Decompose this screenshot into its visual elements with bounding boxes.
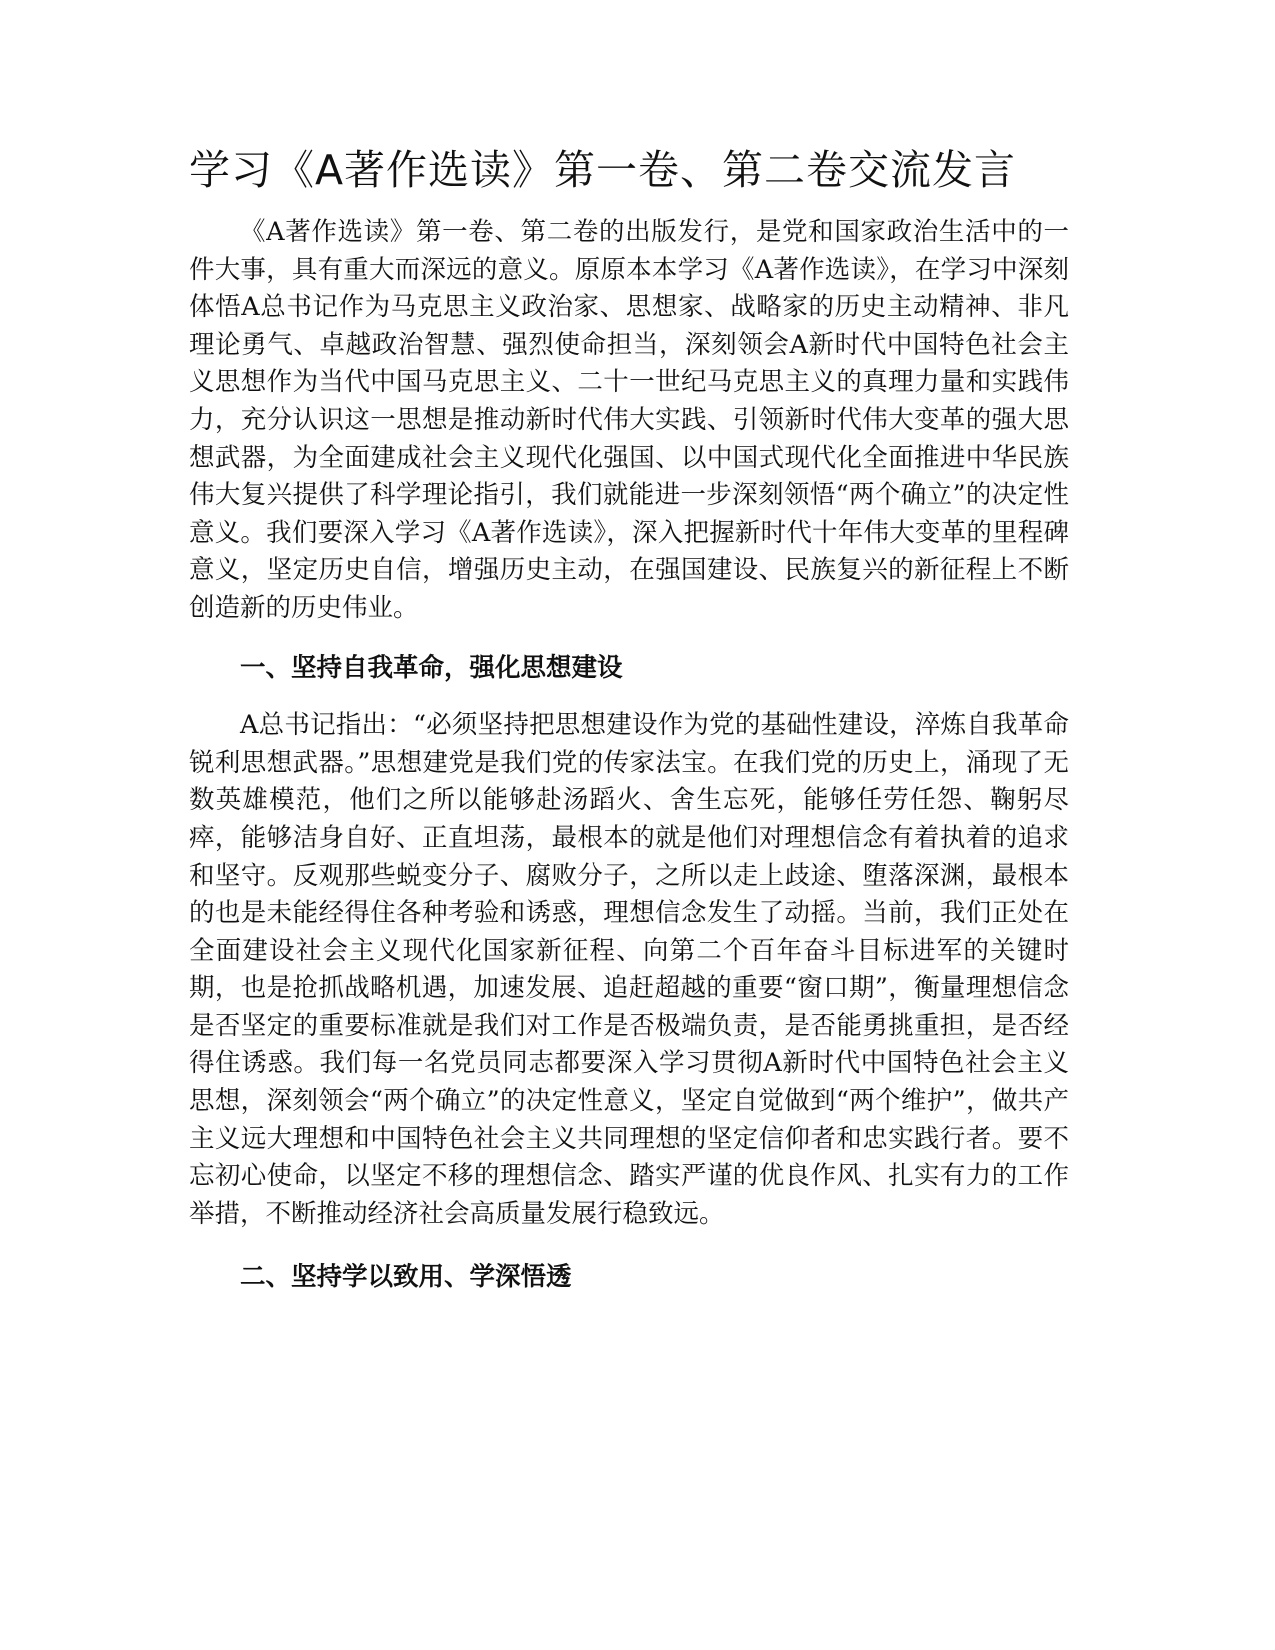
page-title: 学习《A著作选读》第一卷、第二卷交流发言: [189, 146, 1017, 194]
intro-paragraph: 《A著作选读》第一卷、第二卷的出版发行，是党和国家政治生活中的一件大事，具有重大而深远的意义。原原本本学习《A著作选读》，在学习中深刻体悟A总书记作为马克思主义政治家、思想家、战略家的历史主动精神、非凡理论勇气、卓越政治智慧、强烈使命担当，深刻领会A新时代中国特色社会主义思想作为当代中国马克思主义、二十一世纪马克思主义的真理力量和实践伟力，充分认识这一思想是推动新时代伟大实践、引领新时代伟大变革的强大思想武器，为全面建成社会主义现代化强国、以中国式现代化全面推进中华民族伟大复兴提供了科学理论指引，我们就能进一步深刻领悟“两个确立”的决定性意义。我们要深入学习《A著作选读》，深入把握新时代十年伟大变革的里程碑意义，坚定历史自信，增强历史主动，在强国建设、民族复兴的新征程上不断创造新的历史伟业。: [189, 217, 1069, 623]
section-body-1: A总书记指出：“必须坚持把思想建设作为党的基础性建设，淬炼自我革命锐利思想武器。”思想建党是我们党的传家法宝。在我们党的历史上，涌现了无数英雄模范，他们之所以能够赴汤蹈火、舍生忘死，能够任劳任怨、鞠躬尽瘁，能够洁身自好、正直坦荡，最根本的就是他们对理想信念有着执着的追求和坚守。反观那些蜕变分子、腐败分子，之所以走上歧途、堕落深渊，最根本的也是未能经得住各种考验和诱惑，理想信念发生了动摇。当前，我们正处在全面建设社会主义现代化国家新征程、向第二个百年奋斗目标进军的关键时期，也是抢抓战略机遇，加速发展、追赶超越的重要“窗口期”，衡量理想信念是否坚定的重要标准就是我们对工作是否极端负责，是否能勇挑重担，是否经得住诱惑。我们每一名党员同志都要深入学习贯彻A新时代中国特色社会主义思想，深刻领会“两个确立”的决定性意义，坚定自觉做到“两个维护”，做共产主义远大理想和中国特色社会主义共同理想的坚定信仰者和忠实践行者。要不忘初心使命，以坚定不移的理想信念、踏实严谨的优良作风、扎实有力的工作举措，不断推动经济社会高质量发展行稳致远。: [189, 710, 1069, 1229]
document-body: [189, 140, 1069, 1317]
section-heading-1: 一、坚持自我革命，强化思想建设: [240, 652, 623, 683]
section-heading-2: 二、坚持学以致用、学深悟透: [240, 1262, 572, 1293]
